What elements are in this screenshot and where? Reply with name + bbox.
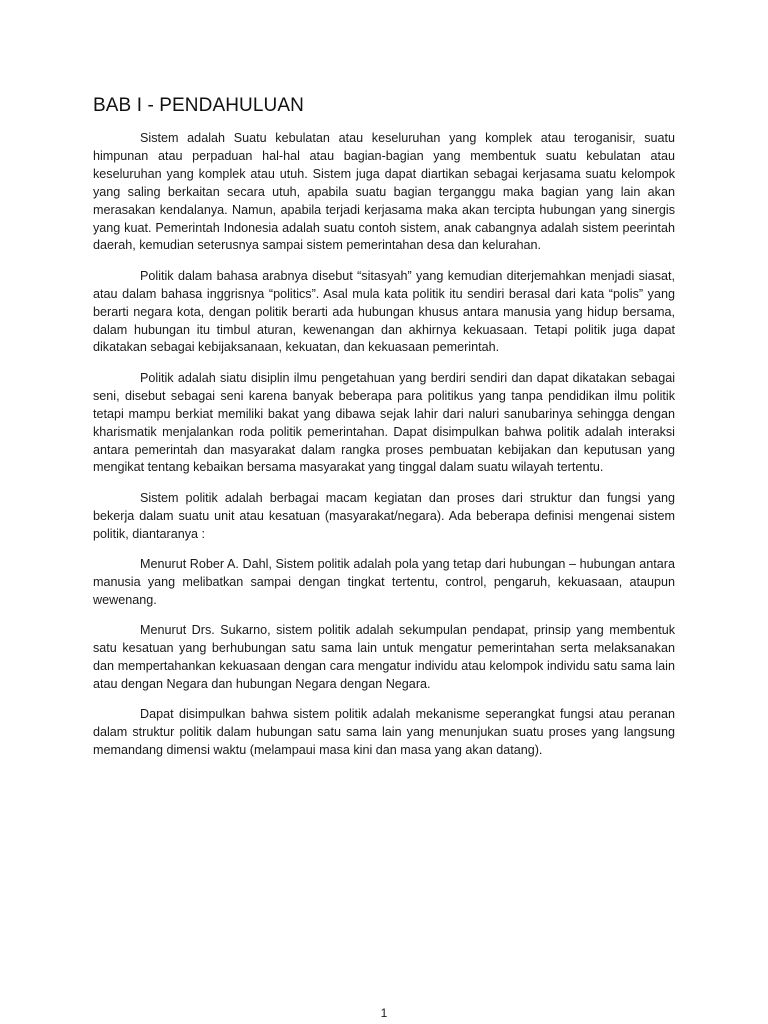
paragraph-politik-etymology: Politik dalam bahasa arabnya disebut “sitasyah” yang kemudian diterjemahkan menjadi siasat, atau dalam bahasa inggrisnya “politics”. Asal mula kata politik itu sendiri berasal dari kata “polis” yang berarti negara kota, dengan politik berarti ada hubungan khusus antara manusia yang hidup bersama, dalam hubungan itu timbul aturan, kewenangan dan akhirnya kekuasaan. Tetapi politik juga dapat dikatakan sebagai kebijaksanaan, kekuatan, dan kekuasaan pemerintah. [93, 268, 675, 355]
paragraph-sistem-politik-intro: Sistem politik adalah berbagai macam kegiatan dan proses dari struktur dan fungsi yang bekerja dalam suatu unit atau kesatuan (masyarakat/negara). Ada beberapa definisi mengenai sistem politik, diantaranya : [93, 490, 675, 541]
chapter-heading: BAB I - PENDAHULUAN [93, 95, 304, 116]
paragraph-dahl-definition: Menurut Rober A. Dahl, Sistem politik adalah pola yang tetap dari hubungan – hubungan antara manusia yang melibatkan sampai dengan tingkat tertentu, control, pengaruh, kekuasaan, ataupun wewenang. [93, 557, 675, 607]
paragraph-conclusion: Dapat disimpulkan bahwa sistem politik adalah mekanisme seperangkat fungsi atau peranan dalam struktur politik dalam hubungan satu sama lain yang menunjukan suatu proses yang langsung memandang dimensi waktu (melampaui masa kini dan masa yang akan datang). [93, 707, 675, 758]
paragraph-politik-discipline: Politik adalah siatu disiplin ilmu pengetahuan yang berdiri sendiri dan dapat dikatakan sebagai seni, disebut sebagai seni karena banyak beberapa para politikus yang tanpa pendidikan ilmu politik tetapi mampu berkiat memiliki bakat yang dibawa sejak lahir dari naluri sanubarinya sehingga dengan kharismatik menjalankan roda politik pemerintahan. Dapat disimpulkan bahwa politik adalah interaksi antara pemerintah dan masyarakat dalam rangka proses pembuatan kebijakan dan keputusan yang mengikat tentang kebaikan bersama masyarakat yang tinggal dalam suatu wilayah tertentu. [93, 370, 675, 475]
page-number: 1 [380, 1006, 388, 1020]
body-text [93, 130, 675, 773]
paragraph-sistem-definition: Sistem adalah Suatu kebulatan atau keseluruhan yang komplek atau teroganisir, suatu himpunan atau perpaduan hal-hal atau bagian-bagian yang membentuk suatu kebulatan atau keseluruhan yang komplek atau utuh. Sistem juga dapat diartikan sebagai kerjasama suatu kelompok yang saling berkaitan secara utuh, apabila suatu bagian terganggu maka bagian yang lain akan merasakan kendalanya. Namun, apabila terjadi kerjasama maka akan tercipta hubungan yang sinergis yang kuat. Pemerintah Indonesia adalah suatu contoh sistem, anak cabangnya adalah sistem peerintah daerah, kemudian seterusnya sampai sistem pemerintahan desa dan kelurahan. [93, 131, 675, 253]
paragraph-sukarno-definition: Menurut Drs. Sukarno, sistem politik adalah sekumpulan pendapat, prinsip yang membentuk satu kesatuan yang berhubungan satu sama lain untuk mengatur pemerintahan serta melaksanakan dan mempertahankan kekuasaan dengan cara mengatur individu atau kelompok individu satu sama lain atau dengan Negara dan hubungan Negara dengan Negara. [93, 623, 675, 691]
